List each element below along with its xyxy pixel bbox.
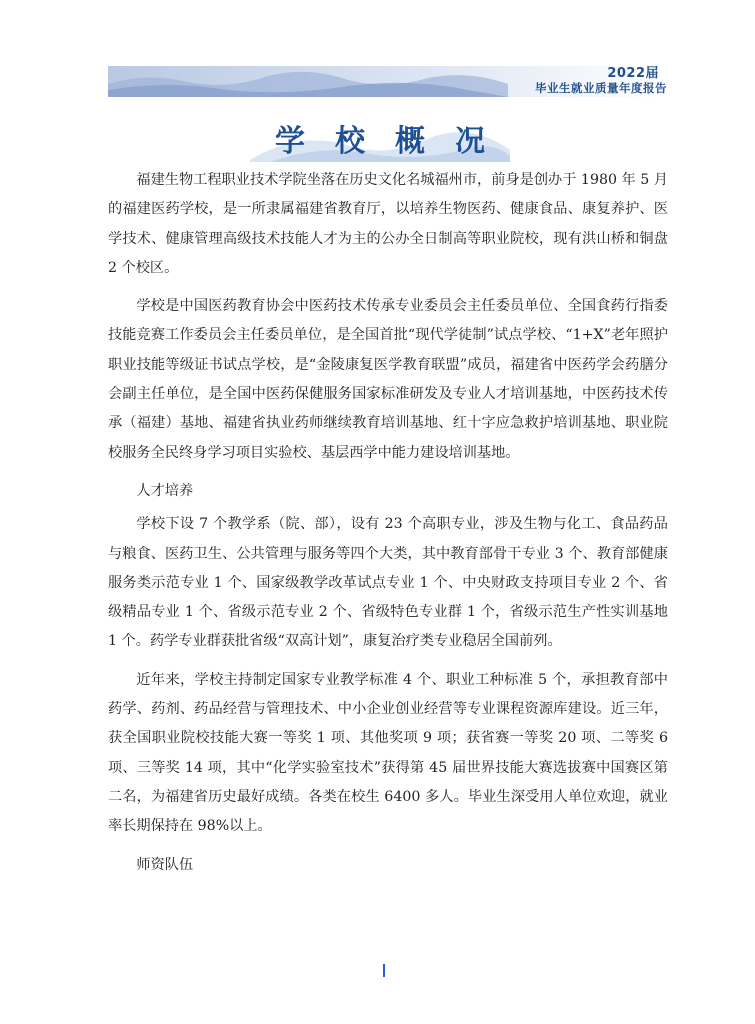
section-heading-talent: 人才培养	[136, 482, 194, 499]
page-title: 学校概况	[275, 124, 515, 159]
section-heading-faculty: 师资队伍	[136, 856, 194, 873]
report-year: 2022届	[607, 66, 659, 81]
paragraph-departments: 学校下设 7 个教学系（院、部），设有 23 个高职专业，涉及生物与化工、食品药品与粮食、医药卫生、公共管理与服务等四个大类，其中教育部骨干专业 3 个、教育部健康服务类示范专业 1 个、国家级教学改革试点专业 1 个、中央财政支持项目专业 2 个、省级精品专业 1 个、省级示范专业 2 个、省级特色专业群 1 个，省级示范生产性实训基地 1 个。药学专业群获批省级“双高计划”，康复治疗类专业稳居全国前列。	[108, 516, 668, 650]
report-subtitle: 毕业生就业质量年度报告	[535, 81, 667, 95]
page-marker	[383, 964, 385, 977]
paragraph-intro: 福建生物工程职业技术学院坐落在历史文化名城福州市，前身是创办于 1980 年 5 月的福建医药学校，是一所隶属福建省教育厅，以培养生物医药、健康食品、康复养护、医学技术、健康管理高级技术技能人才为主的公办全日制高等职业院校，现有洪山桥和铜盘 2 个校区。	[108, 172, 668, 276]
paragraph-achievements: 近年来，学校主持制定国家专业教学标准 4 个、职业工种标准 5 个，承担教育部中药学、药剂、药品经营与管理技术、中小企业创业经营等专业课程资源库建设。近三年，获全国职业院校技能大赛一等奖 1 项、其他奖项 9 项；获省赛一等奖 20 项、二等奖 6 项、三等奖 14 项，其中“化学实验室技术”获得第 45 届世界技能大赛选拔赛中国赛区第二名，为福建省历史最好成绩。各类在校生 6400 多人。毕业生深受用人单位欢迎，就业率长期保持在 98%以上。	[108, 671, 668, 835]
title-area	[240, 110, 520, 162]
paragraph-honors: 学校是中国医药教育协会中医药技术传承专业委员会主任委员单位、全国食药行指委技能竞赛工作委员会主任委员单位，是全国首批“现代学徒制”试点学校、“1+X”老年照护职业技能等级证书试点学校，是“金陵康复医学教育联盟”成员，福建省中医药学会药膳分会副主任单位，是全国中医药保健服务国家标准研发及专业人才培训基地，中医药技术传承（福建）基地、福建省执业药师继续教育培训基地、红十字应急救护培训基地、职业院校服务全民终身学习项目实验校、基层西学中能力建设培训基地。	[108, 298, 668, 461]
body-text	[108, 166, 668, 884]
